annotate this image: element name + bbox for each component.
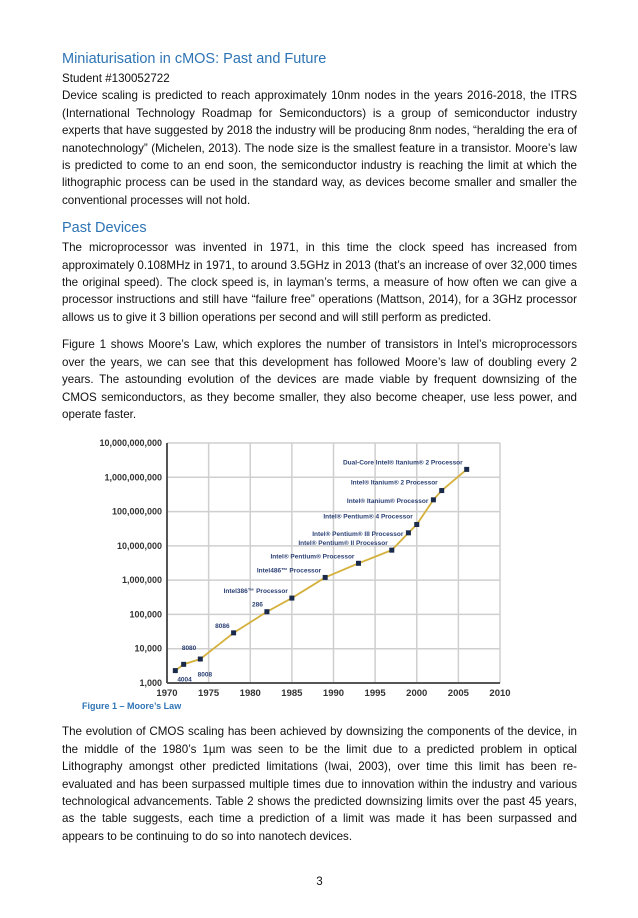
data-point: [173, 668, 178, 673]
data-label: Intel486™ Processor: [256, 567, 322, 575]
data-point: [406, 531, 411, 536]
data-point: [431, 498, 436, 503]
student-number: Student #130052722: [62, 72, 170, 85]
data-point: [389, 548, 394, 553]
y-tick-label: 10,000,000: [116, 541, 162, 552]
data-point: [231, 631, 236, 636]
data-label: 8080: [181, 645, 197, 653]
y-tick-label: 100,000,000: [111, 506, 162, 517]
data-point: [356, 561, 361, 566]
data-point: [414, 522, 419, 527]
data-label: 8086: [215, 623, 230, 631]
y-tick-label: 10,000: [134, 644, 162, 655]
y-tick-label: 100,000: [129, 609, 162, 620]
page-number: 3: [316, 875, 323, 889]
x-tick-label: 1985: [281, 688, 303, 700]
paragraph-intro: Device scaling is predicted to reach approximately 10nm nodes in the years 2016-2018, the ITRS (International Technology Roadmap for Semiconductors) is a group of semiconductor industry experts that have suggested by 2018 the industry will be producing 8nm nodes, “heralding the era of nanotechnology” (Michelen, 2013). The node size is the smallest feature in a transistor. Moore’s law is predicted to come to an end soon, the semiconductor industry is reaching the limit at which the lithographic process can be used in the standard way, as devices become smaller and smaller the conventional processes will not hold.: [62, 89, 577, 207]
x-tick-label: 2000: [406, 688, 428, 700]
y-tick-label: 1,000: [139, 678, 162, 689]
heading-past-devices: Past Devices: [62, 220, 147, 237]
data-label: 8008: [197, 671, 213, 679]
y-tick-label: 10,000,000,000: [99, 438, 162, 449]
x-tick-label: 1990: [322, 688, 345, 700]
data-point: [181, 662, 186, 667]
data-point: [439, 488, 444, 493]
data-point: [264, 610, 269, 615]
data-label: Intel386™ Processor: [223, 588, 288, 596]
chart-container: [88, 433, 511, 700]
x-tick-label: 1970: [156, 688, 178, 700]
data-label: Intel® Pentium® III Processor: [312, 531, 404, 539]
data-label: 4004: [177, 676, 192, 684]
data-point: [198, 657, 203, 662]
data-label: Dual-Core Intel® Itanium® 2 Processor: [342, 459, 463, 467]
x-tick-label: 1980: [239, 688, 261, 700]
y-tick-label: 1,000,000,000: [104, 472, 162, 483]
data-label: Intel® Itanium® 2 Processor: [350, 479, 438, 487]
data-label: Intel® Pentium® II Processor: [298, 540, 388, 548]
data-point: [289, 596, 294, 601]
x-tick-label: 1995: [364, 688, 386, 700]
paragraph-figure-intro: Figure 1 shows Moore’s Law, which explores the number of transistors in Intel’s microprocessors over the years, we can see that this development has followed Moore’s law of doubling every 2 years. The astounding evolution of the devices are made viable by frequent downsizing of the CMOS semiconductors, as they become smaller, they also become cheaper, use less power, and operate faster.: [62, 338, 577, 421]
x-tick-label: 2010: [489, 688, 511, 700]
paragraph-cmos-scaling: The evolution of CMOS scaling has been achieved by downsizing the components of the device, in the middle of the 1980’s 1µm was seen to be the limit due to a predicted problem in optical Lithography amongst other predicted limitations (Iwai, 2003), over time this limit has been re-evaluated and has been surpassed multiple times due to innovation within the industry and various technological advancements. Table 2 shows the predicted downsizing limits over the past 45 years, as the table suggests, each time a prediction of a limit was made it has been surpassed and appears to be continuing to do so into nanotech devices.: [62, 725, 577, 843]
x-tick-label: 1975: [198, 688, 220, 700]
y-tick-label: 1,000,000: [121, 575, 162, 586]
figure-caption: Figure 1 – Moore’s Law: [82, 701, 182, 712]
x-tick-label: 2005: [447, 688, 469, 700]
page-title: Miniaturisation in cMOS: Past and Future: [62, 51, 327, 67]
paragraph-past-devices: The microprocessor was invented in 1971, in this time the clock speed has increased from approximately 0.108MHz in 1971, to around 3.5GHz in 2013 (that’s an increase of over 32,000 times the original speed). The clock speed is, in layman’s terms, a measure of how often we can give a processor instructions and still have “failure free” operations (Mattson, 2014), for a 3GHz processor allows us to give it 3 billion operations per second and will still perform as predicted.: [62, 241, 577, 324]
data-label: Intel® Itanium® Processor: [346, 498, 429, 506]
data-point: [464, 467, 469, 472]
data-label: Intel® Pentium® Processor: [270, 553, 355, 561]
data-point: [323, 575, 328, 580]
data-label: 286: [252, 602, 263, 610]
moores-law-chart: [88, 433, 511, 700]
data-label: Intel® Pentium® 4 Processor: [323, 513, 413, 521]
